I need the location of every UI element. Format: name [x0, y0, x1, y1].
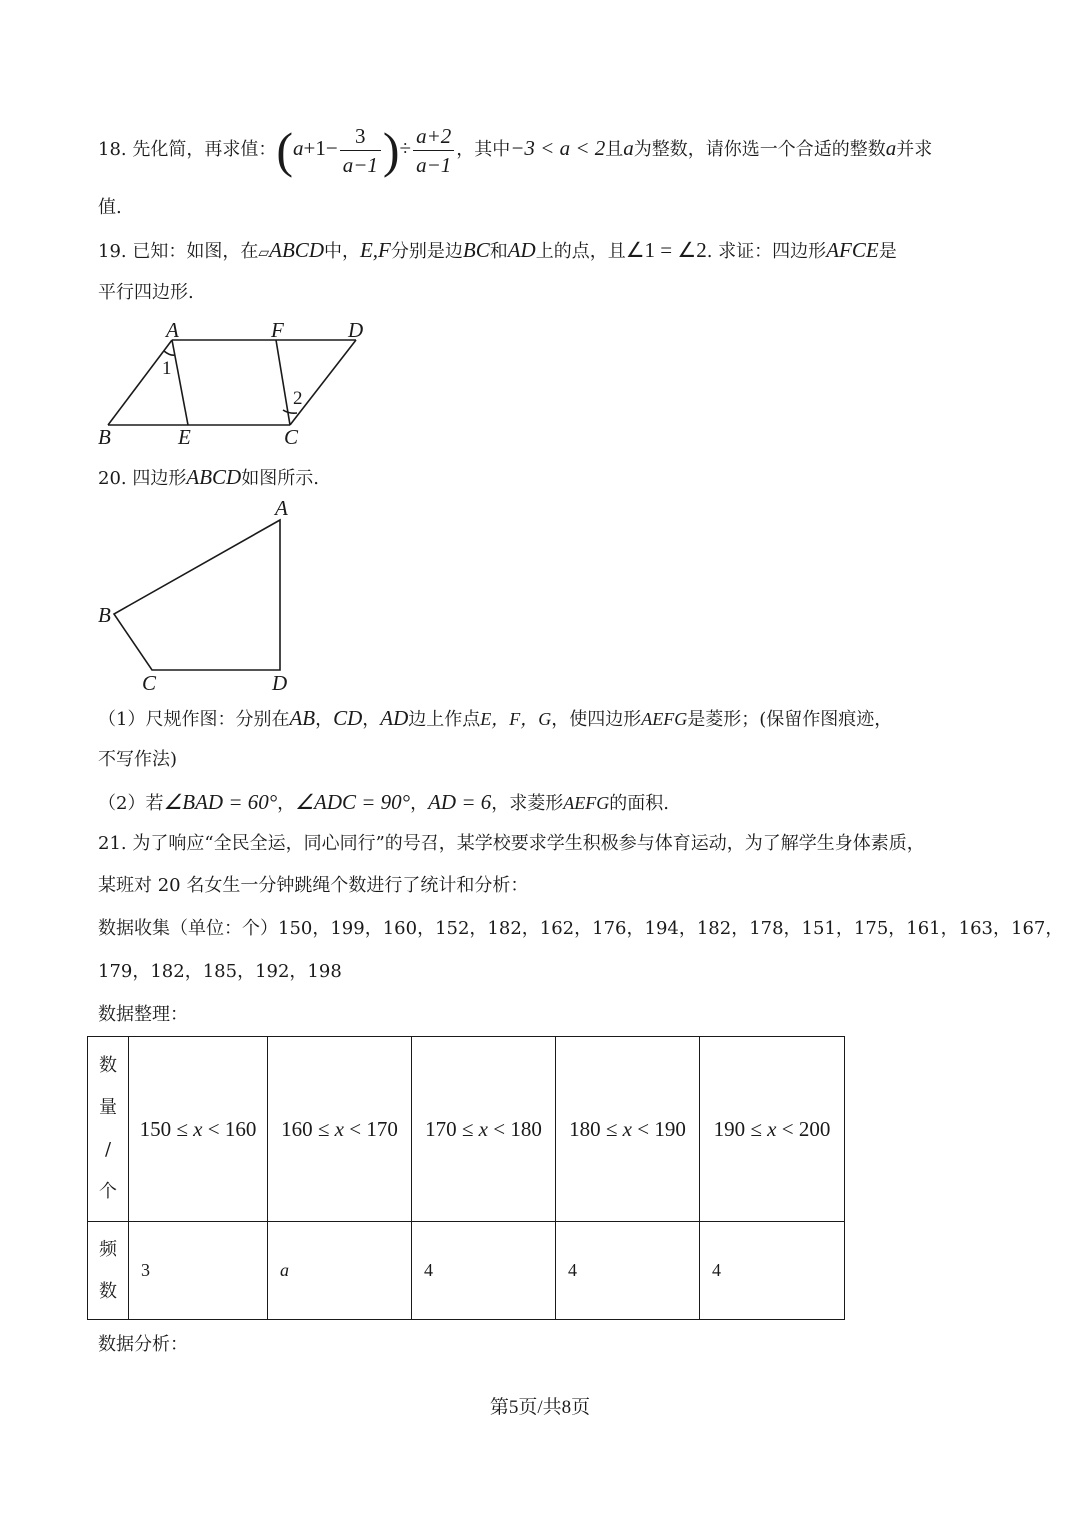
q19-text-4: 和 — [489, 241, 508, 262]
q19-abcd: ABCD — [269, 238, 324, 262]
range-header — [556, 1037, 700, 1222]
label-B: B — [98, 425, 111, 449]
range-header — [268, 1037, 412, 1222]
q21-data-line1: 数据收集（单位：个）150，199，160，152，182，162，176，194，182，178，151，175，161，163，167， — [98, 918, 1064, 939]
q19-ad: AD — [507, 238, 536, 262]
header-char: 数 — [99, 1055, 117, 1076]
q21-organize-label: 数据整理： — [98, 1004, 188, 1025]
q18-cond-var: a — [623, 136, 634, 160]
header-char: 频 — [99, 1238, 117, 1260]
q20-part2-adc: ∠ADC = 90° — [295, 790, 411, 814]
q20-part1-text-d: 是菱形；(保留作图痕迹， — [687, 709, 893, 730]
frequency-cell: 3 — [129, 1222, 268, 1320]
q20-part1-text-a: （1）尺规作图：分别在 — [98, 709, 290, 730]
range-hi: < 180 — [488, 1116, 542, 1141]
q19-line2: 平行四边形. — [98, 282, 194, 303]
range-lo: 190 ≤ — [713, 1116, 768, 1141]
label-B: B — [98, 603, 111, 627]
q19-text-6: . 求证：四边形 — [706, 241, 827, 262]
header-char: 个 — [99, 1181, 117, 1202]
label-C: C — [284, 425, 299, 449]
q19-ef: E,F — [359, 238, 391, 262]
q20-part1-ad: AD — [380, 706, 409, 730]
q18-plus-one: +1− — [303, 136, 338, 160]
q18-cond-mid: 且 — [605, 139, 624, 160]
q18-line1 — [98, 118, 984, 178]
range-header — [129, 1037, 268, 1222]
q20-part1-line2: 不写作法) — [98, 749, 178, 770]
range-lo: 160 ≤ — [281, 1116, 335, 1141]
q18-frac2-denominator: a−1 — [416, 152, 452, 177]
segment-ae — [172, 340, 188, 425]
frequency-cell: a — [268, 1222, 412, 1320]
q20-part2-sep1: ， — [277, 793, 296, 814]
q20-part2-ad: AD = 6 — [428, 790, 492, 814]
label-F: F — [271, 318, 284, 342]
label-A: A — [166, 318, 179, 342]
range-lo: 180 ≤ — [569, 1116, 623, 1141]
q20-part2-text-a: （2）若 — [98, 793, 164, 814]
q18-fraction-2 — [413, 124, 454, 177]
q18-cond-end: 并求 — [896, 139, 933, 160]
q20-abcd: ABCD — [186, 465, 242, 489]
range-lo: 170 ≤ — [425, 1116, 479, 1141]
q18-line2: 值. — [98, 197, 122, 218]
q21-data-line2: 179，182，185，192，198 — [98, 961, 342, 982]
q20-part2-aefg: AEFG — [563, 793, 610, 813]
label-C: C — [142, 671, 157, 695]
q19-text-1: 已知：如图，在 — [132, 241, 259, 262]
left-paren: ( — [276, 122, 294, 178]
q20-part1-text-b: 边上作点 — [408, 709, 481, 730]
range-var: x — [193, 1116, 203, 1141]
range-header — [412, 1037, 556, 1222]
q20-part1-line1 — [98, 704, 984, 734]
q20-part1-points: E，F，G — [480, 709, 552, 729]
table-row — [88, 1222, 845, 1320]
q21-line2: 某班对 20 名女生一分钟跳绳个数进行了统计和分析： — [98, 875, 529, 896]
q19-parallelogram-figure — [90, 315, 390, 455]
q20-line1 — [98, 463, 984, 493]
range-hi: < 160 — [202, 1116, 257, 1141]
label-D: D — [272, 671, 288, 695]
q20-quadrilateral-figure — [90, 495, 310, 700]
frequency-cell: 4 — [700, 1222, 845, 1320]
range-header — [700, 1037, 845, 1222]
q20-part1-aefg: AEFG — [641, 709, 688, 729]
q18-number: 18. — [98, 139, 127, 160]
q19-text-7: 是 — [878, 241, 897, 262]
label-D: D — [348, 318, 364, 342]
range-lo: 150 ≤ — [139, 1116, 194, 1141]
q21-intro-text: 为了响应“全民全运，同心同行”的号召，某学校要求学生积极参与体育运动，为了解学生身体素质， — [132, 833, 925, 854]
range-hi: < 190 — [632, 1116, 686, 1141]
q18-var-a: a — [293, 136, 304, 160]
q20-part1-ab: AB — [289, 706, 316, 730]
q19-afce: AFCE — [826, 238, 879, 262]
q19-text-5: 上的点，且 — [535, 241, 626, 262]
q18-cond-var2: a — [885, 136, 897, 160]
q18-lead: 先化简，再求值： — [132, 139, 277, 160]
range-var: x — [334, 1116, 344, 1141]
q20-number: 20. — [98, 468, 127, 489]
frequency-cell: 4 — [556, 1222, 700, 1320]
q18-cond-prefix: ，其中 — [456, 139, 511, 160]
q21-line1 — [98, 830, 984, 858]
q20-part1-sep1: ， — [315, 709, 334, 730]
q19-line1 — [98, 236, 984, 267]
angle-1-label: 1 — [162, 358, 172, 379]
quadrilateral-abcd — [114, 520, 280, 670]
range-var: x — [767, 1116, 777, 1141]
q18-cond-math: −3 < a < 2 — [510, 136, 606, 160]
label-A: A — [275, 496, 288, 520]
q21-number: 21. — [98, 833, 127, 854]
q20-part2-bad: ∠BAD = 60° — [163, 790, 278, 814]
q18-frac2-numerator: a+2 — [413, 124, 454, 151]
frequency-table — [87, 1036, 845, 1320]
q18-frac1-numerator: 3 — [340, 124, 381, 151]
q20-text-2: 如图所示. — [241, 468, 319, 489]
q20-part1-sep2: ， — [362, 709, 381, 730]
q18-cond-tail: 为整数，请你选一个合适的整数 — [633, 139, 886, 160]
range-hi: < 170 — [344, 1116, 398, 1141]
q19-text-2: 中， — [323, 241, 360, 262]
q20-part2-text-b: ，求菱形 — [491, 793, 564, 814]
right-paren: ) — [382, 122, 400, 178]
angle-2-arc — [283, 410, 297, 413]
q20-text-1: 四边形 — [132, 468, 187, 489]
edge-ab — [108, 340, 172, 425]
parallelogram-symbol-icon: ▱ — [258, 245, 270, 261]
q19-angles: ∠1 = ∠2 — [625, 238, 707, 262]
table-header-row — [88, 1037, 845, 1222]
edge-dc — [290, 340, 356, 425]
header-char: / — [104, 1139, 112, 1160]
q18-frac1-denominator: a−1 — [342, 152, 378, 177]
angle-2-label: 2 — [293, 388, 303, 409]
q20-part2-line — [98, 788, 984, 818]
label-E: E — [178, 425, 191, 449]
frequency-header — [88, 1222, 129, 1320]
q19-text-3: 分别是边 — [390, 241, 463, 262]
q20-part1-cd: CD — [333, 706, 363, 730]
q21-analysis-label: 数据分析： — [98, 1334, 188, 1355]
range-hi: < 200 — [776, 1116, 831, 1141]
page-footer: 第5页/共8页 — [489, 1397, 591, 1418]
q19-number: 19. — [98, 241, 127, 262]
angle-1-arc — [164, 351, 175, 355]
header-char: 数 — [99, 1280, 117, 1302]
header-char: 量 — [99, 1097, 117, 1118]
q19-bc: BC — [462, 238, 490, 262]
q18-divide: ÷ — [399, 136, 412, 160]
q18-fraction-1 — [340, 124, 381, 177]
q20-part2-text-c: 的面积. — [609, 793, 669, 814]
range-var: x — [478, 1116, 488, 1141]
range-var: x — [622, 1116, 632, 1141]
q20-part1-text-c: ，使四边形 — [551, 709, 642, 730]
quantity-header — [88, 1037, 129, 1222]
frequency-cell: 4 — [412, 1222, 556, 1320]
q20-part2-sep2: ， — [410, 793, 429, 814]
